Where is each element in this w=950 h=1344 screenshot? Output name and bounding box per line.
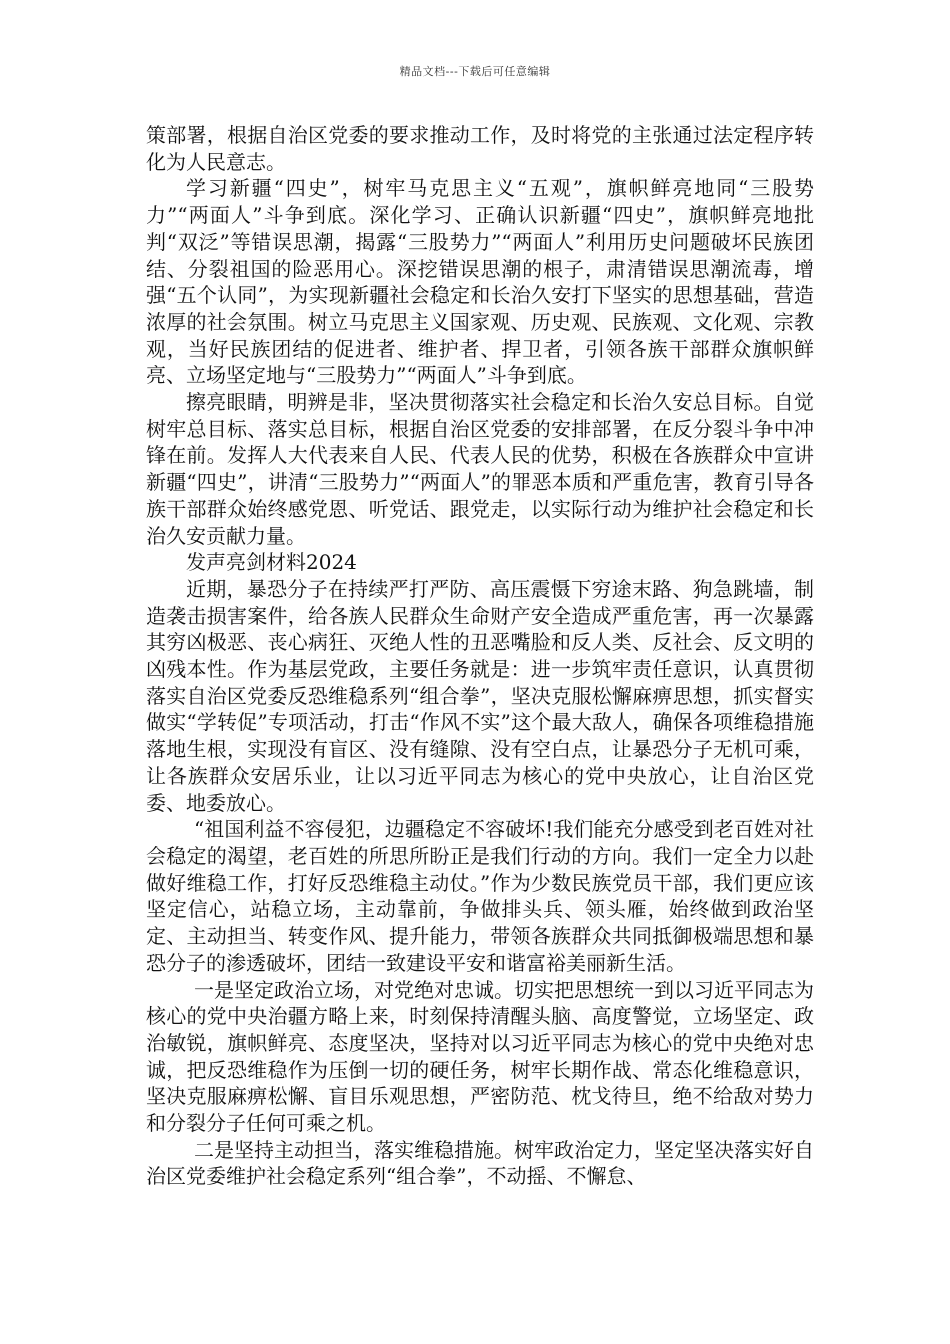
paragraph-6: 一是坚定政治立场，对党绝对忠诚。切实把思想统一到以习近平同志为核心的党中央治疆方略上来，时刻保持清醒头脑、高度警觉，立场坚定、政治敏锐，旗帜鲜亮、态度坚决，坚持对以习近平同志为核心的党中央绝对忠诚，把反恐维稳作为压倒一切的硬任务，树牢长期作战、常态化维稳意识，坚决克服麻痹松懈、盲目乐观思想，严密防范、枕戈待旦，绝不给敌对势力和分裂分子任何可乘之机。 [146, 977, 814, 1136]
paragraph-3: 擦亮眼睛，明辨是非，坚决贯彻落实社会稳定和长治久安总目标。自觉树牢总目标、落实总目标，根据自治区党委的安排部署，在反分裂斗争中冲锋在前。发挥人大代表来自人民、代表人民的优势，积极在各族群众中宣讲新疆“四史”，讲清“三股势力”“两面人”的罪恶本质和严重危害，教育引导各族干部群众始终感党恩、听党话、跟党走，以实际行动为维护社会稳定和长治久安贡献力量。 [146, 390, 814, 548]
document-body [146, 122, 814, 1190]
paragraph-1: 策部署，根据自治区党委的要求推动工作，及时将党的主张通过法定程序转化为人民意志。 [146, 123, 814, 174]
paragraph-7: 二是坚持主动担当，落实维稳措施。树牢政治定力，坚定坚决落实好自治区党委维护社会稳定系列“组合拳”，不动摇、不懈怠、 [146, 1137, 814, 1189]
page-header: 精品文档---下载后可任意编辑 [399, 65, 551, 78]
paragraph-4: 近期，暴恐分子在持续严打严防、高压震慑下穷途末路、狗急跳墙，制造袭击损害案件，给各族人民群众生命财产安全造成严重危害，再一次暴露其穷凶极恶、丧心病狂、灭绝人性的丑恶嘴脸和反人类、反社会、反文明的凶残本性。作为基层党政，主要任务就是：进一步筑牢责任意识，认真贯彻落实自治区党委反恐维稳系列“组合拳”，坚决克服松懈麻痹思想，抓实督实做实“学转促”专项活动，打击“作风不实”这个最大敌人，确保各项维稳措施落地生根，实现没有盲区、没有缝隙、没有空白点，让暴恐分子无机可乘，让各族群众安居乐业，让以习近平同志为核心的党中央放心，让自治区党委、地委放心。 [146, 576, 814, 815]
section-title: 发声亮剑材料2024 [186, 550, 357, 575]
paragraph-5: “祖国利益不容侵犯，边疆稳定不容破坏!我们能充分感受到老百姓对社会稳定的渴望，老百姓的所思所盼正是我们行动的方向。我们一定全力以赴做好维稳工作，打好反恐维稳主动仗。”作为少数民族党员干部，我们更应该坚定信心，站稳立场，主动靠前，争做排头兵、领头雁，始终做到政治坚定、主动担当、转变作风、提升能力，带领各族群众共同抵御极端思想和暴恐分子的渗透破坏，团结一致建设平安和谐富裕美丽新生活。 [146, 817, 814, 975]
paragraph-2: 学习新疆“四史”，树牢马克思主义“五观”，旗帜鲜亮地同“三股势力”“两面人”斗争到底。深化学习、正确认识新疆“四史”，旗帜鲜亮地批判“双泛”等错误思潮，揭露“三股势力”“两面人”利用历史问题破坏民族团结、分裂祖国的险恶用心。深挖错误思潮的根子，肃清错误思潮流毒，增强“五个认同”，为实现新疆社会稳定和长治久安打下坚实的思想基础，营造浓厚的社会氛围。树立马克思主义国家观、历史观、民族观、文化观、宗教观，当好民族团结的促进者、维护者、捍卫者，引领各族干部群众旗帜鲜亮、立场坚定地与“三股势力”“两面人”斗争到底。 [146, 176, 814, 388]
